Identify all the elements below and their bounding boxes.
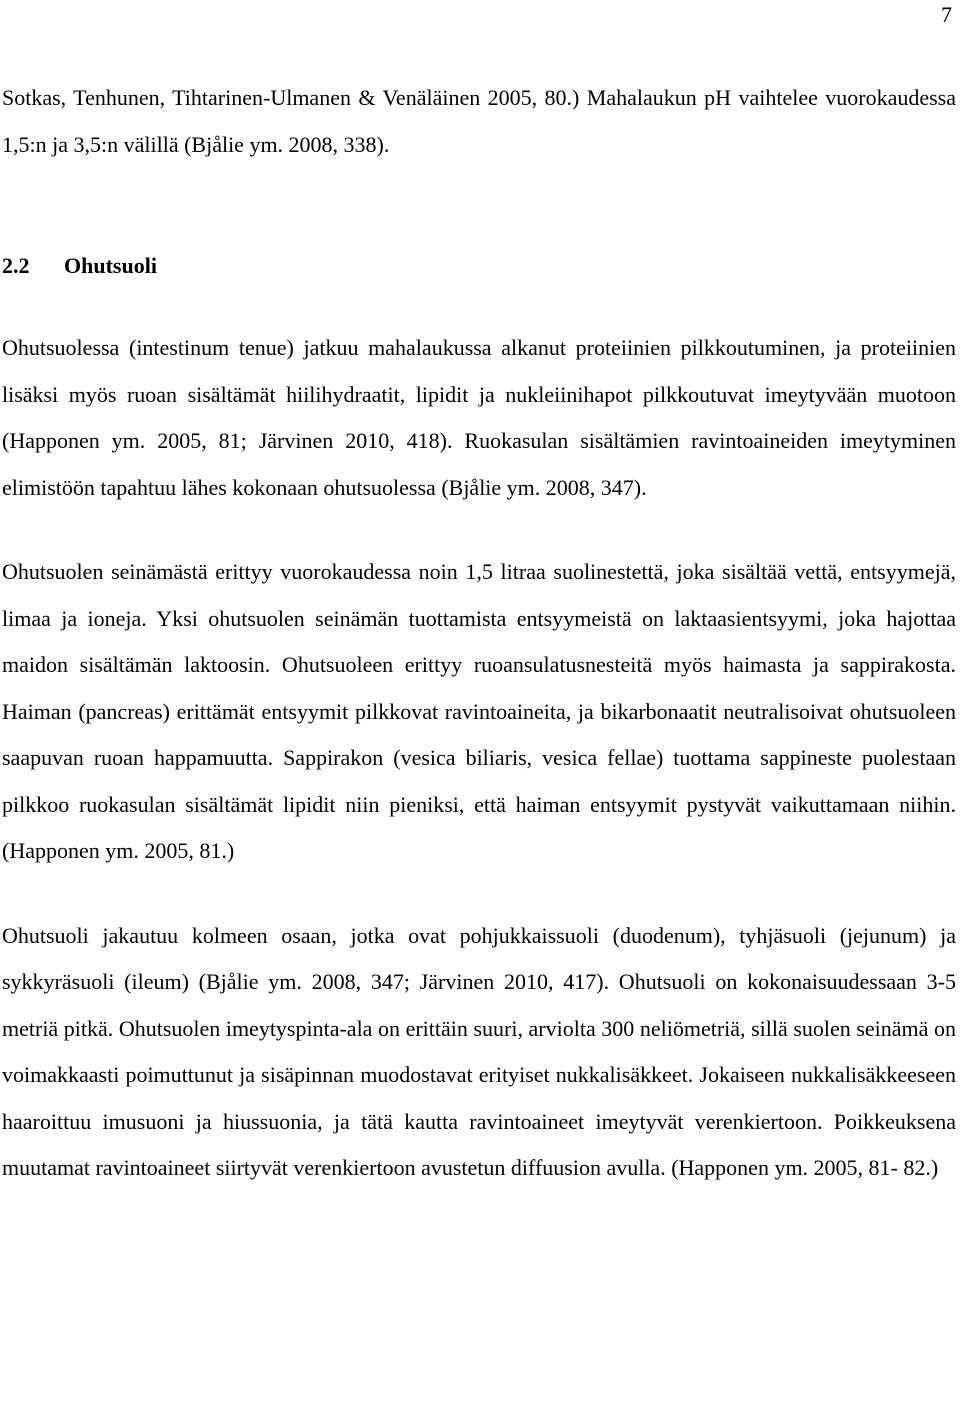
- page-number: 7: [941, 2, 952, 27]
- section-heading: [2, 251, 956, 281]
- section-number: 2.2: [2, 253, 30, 278]
- section-title: Ohutsuoli: [64, 253, 157, 278]
- paragraph-structure: Ohutsuoli jakautuu kolmeen osaan, jotka ovat pohjukkaissuoli (duodenum), tyhjäsuoli (jejunum) ja sykkyräsuoli (ileum) (Bjålie ym. 2008, 347; Järvinen 2010, 417). Ohutsuoli on kokonaisuudessaan 3-5 metriä pitkä. Ohutsuolen imeytyspinta-ala on erittäin suuri, arviolta 300 neliömetriä, sillä suolen seinämä on voimakkaasti poimuttunut ja sisäpinnan muodostavat erityiset nukkalisäkkeet. Jokaiseen nukkalisäkkeeseen haaroittuu imusuoni ja hiussuonia, ja tätä kautta ravintoaineet imeytyvät verenkiertoon. Poikkeuksena muutamat ravintoaineet siirtyvät verenkiertoon avustetun diffuusion avulla. (Happonen ym. 2005, 81- 82.): [2, 922, 956, 1180]
- paragraph-intestine-intro: Ohutsuolessa (intestinum tenue) jatkuu mahalaukussa alkanut proteiinien pilkkoutuminen, ja proteiinien lisäksi myös ruoan sisältämät hiilihydraatit, lipidit ja nukleiinihapot pilkkoutuvat imeytyvään muotoon (Happonen ym. 2005, 81; Järvinen 2010, 418). Ruokasulan sisältämien ravintoaineiden imeytyminen elimistöön tapahtuu lähes kokonaan ohutsuolessa (Bjålie ym. 2008, 347).: [2, 335, 956, 500]
- document-body: [2, 75, 956, 1192]
- paragraph-secretions: Ohutsuolen seinämästä erittyy vuorokaudessa noin 1,5 litraa suolinestettä, joka sisältää vettä, entsyymejä, limaa ja ioneja. Yksi ohutsuolen seinämän tuottamista entsyymeistä on laktaasientsyymi, joka hajottaa maidon sisältämän laktoosin. Ohutsuoleen erittyy ruoansulatusnesteitä myös haimasta ja sappirakosta. Haiman (pancreas) erittämät entsyymit pilkkovat ravintoaineita, ja bikarbonaatit neutralisoivat ohutsuoleen saapuvan ruoan happamuutta. Sappirakon (vesica biliaris, vesica fellae) tuottama sappineste puolestaan pilkkoo ruokasulan sisältämät lipidit niin pieniksi, että haiman entsyymit pystyvät vaikuttamaan niihin. (Happonen ym. 2005, 81.): [2, 559, 956, 863]
- intro-paragraph: Sotkas, Tenhunen, Tihtarinen-Ulmanen & Venäläinen 2005, 80.) Mahalaukun pH vaihtelee vuorokaudessa 1,5:n ja 3,5:n välillä (Bjålie ym. 2008, 338).: [2, 85, 956, 157]
